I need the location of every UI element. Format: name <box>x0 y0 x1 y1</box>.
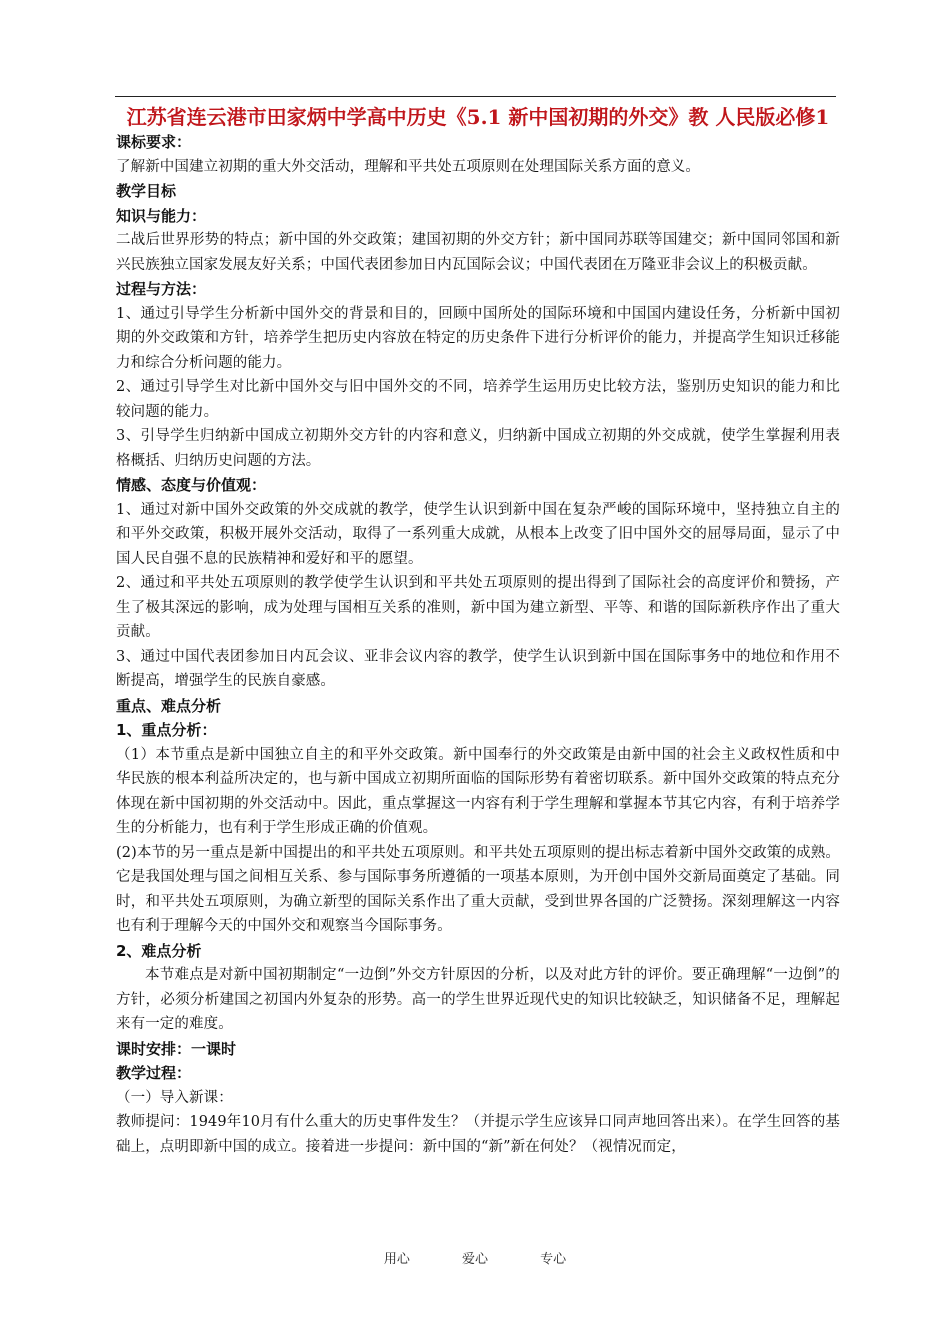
section-heading: 课标要求： <box>116 133 192 151</box>
section-heading: 1、重点分析： <box>116 721 217 739</box>
paragraph: 教师提问：1949年10月有什么重大的历史事件发生？（并提示学生应该异口同声地回答出来）。在学生回答的基础上，点明即新中国的成立。接着进一步提问：新中国的“新”新在何处？（视情况而定， <box>116 1114 840 1155</box>
page-footer <box>0 1248 950 1267</box>
document-content <box>116 130 840 1159</box>
paragraph: 1、通过对新中国外交政策的外交成就的教学，使学生认识到新中国在复杂严峻的国际环境中，坚持独立自主的和平外交政策，积极开展外交活动，取得了一系列重大成就，从根本上改变了旧中国外交的屈辱局面，显示了中国人民自强不息的民族精神和爱好和平的愿望。 <box>116 501 840 567</box>
paragraph: (2)本节的另一重点是新中国提出的和平共处五项原则。和平共处五项原则的提出标志着新中国外交政策的成熟。它是我国处理与国之间相互关系、参与国际事务所遵循的一项基本原则，为开创中国外交新局面奠定了基础。同时，和平共处五项原则，为确立新型的国际关系作出了重大贡献，受到世界各国的广泛赞扬。深刻理解这一内容也有利于理解今天的中国外交和观察当今国际事务。 <box>116 844 840 934</box>
paragraph: 2、通过和平共处五项原则的教学使学生认识到和平共处五项原则的提出得到了国际社会的高度评价和赞扬，产生了极其深远的影响，成为处理与国相互关系的准则，新中国为建立新型、平等、和谐的国际新秩序作出了重大贡献。 <box>116 575 840 640</box>
document-title: 江苏省连云港市田家炳中学高中历史《5.1 新中国初期的外交》教 人民版必修1 <box>126 105 830 129</box>
paragraph: 1、通过引导学生分析新中国外交的背景和目的，回顾中国所处的国际环境和中国国内建设任务，分析新中国初期的外交政策和方针，培养学生把历史内容放在特定的历史条件下进行分析评价的能力，并提高学生知识迁移能力和综合分析问题的能力。 <box>116 305 840 371</box>
paragraph: （1）本节重点是新中国独立自主的和平外交政策。新中国奉行的外交政策是由新中国的社会主义政权性质和中华民族的根本利益所决定的，也与新中国成立初期所面临的国际形势有着密切联系。新中国外交政策的特点充分体现在新中国初期的外交活动中。因此，重点掌握这一内容有利于学生理解和掌握本节其它内容，有利于培养学生的分析能力，也有利于学生形成正确的价值观。 <box>116 746 840 836</box>
paragraph: 3、通过中国代表团参加日内瓦会议、亚非会议内容的教学，使学生认识到新中国在国际事务中的地位和作用不断提高，增强学生的民族自豪感。 <box>116 648 840 689</box>
section-heading: 2、难点分析 <box>116 941 202 960</box>
paragraph: 本节难点是对新中国初期制定“一边倒”外交方针原因的分析，以及对此方针的评价。要正确理解“一边倒”的方针，必须分析建国之初国内外复杂的形势。高一的学生世界近现代史的知识比较缺乏，知识储备不足，理解起来有一定的难度。 <box>116 967 840 1032</box>
header-rule <box>115 96 836 97</box>
section-heading: 重点、难点分析 <box>116 696 222 715</box>
section-heading: 知识与能力： <box>116 206 207 225</box>
section-heading: 过程与方法： <box>116 280 207 298</box>
document-body <box>116 104 840 1159</box>
footer-text: 用心 <box>383 1252 410 1267</box>
footer-text: 专心 <box>540 1252 567 1267</box>
paragraph: 二战后世界形势的特点；新中国的外交政策；建国初期的外交方针；新中国同苏联等国建交；新中国同邻国和新兴民族独立国家发展友好关系；中国代表团参加日内瓦国际会议；中国代表团在万隆亚非会议上的积极贡献。 <box>116 232 840 273</box>
paragraph: 了解新中国建立初期的重大外交活动，理解和平共处五项原则在处理国际关系方面的意义。 <box>116 158 700 175</box>
paragraph: （一）导入新课： <box>116 1089 233 1106</box>
footer-text: 爱心 <box>461 1252 488 1267</box>
paragraph: 3、引导学生归纳新中国成立初期外交方针的内容和意义，归纳新中国成立初期的外交成就，使学生掌握利用表格概括、归纳历史问题的方法。 <box>116 428 840 469</box>
section-heading: 教学目标 <box>116 182 177 200</box>
section-heading: 课时安排：一课时 <box>116 1039 237 1058</box>
paragraph: 2、通过引导学生对比新中国外交与旧中国外交的不同，培养学生运用历史比较方法，鉴别历史知识的能力和比较问题的能力。 <box>116 379 840 420</box>
section-heading: 情感、态度与价值观： <box>116 476 267 494</box>
section-heading: 教学过程： <box>116 1064 192 1082</box>
